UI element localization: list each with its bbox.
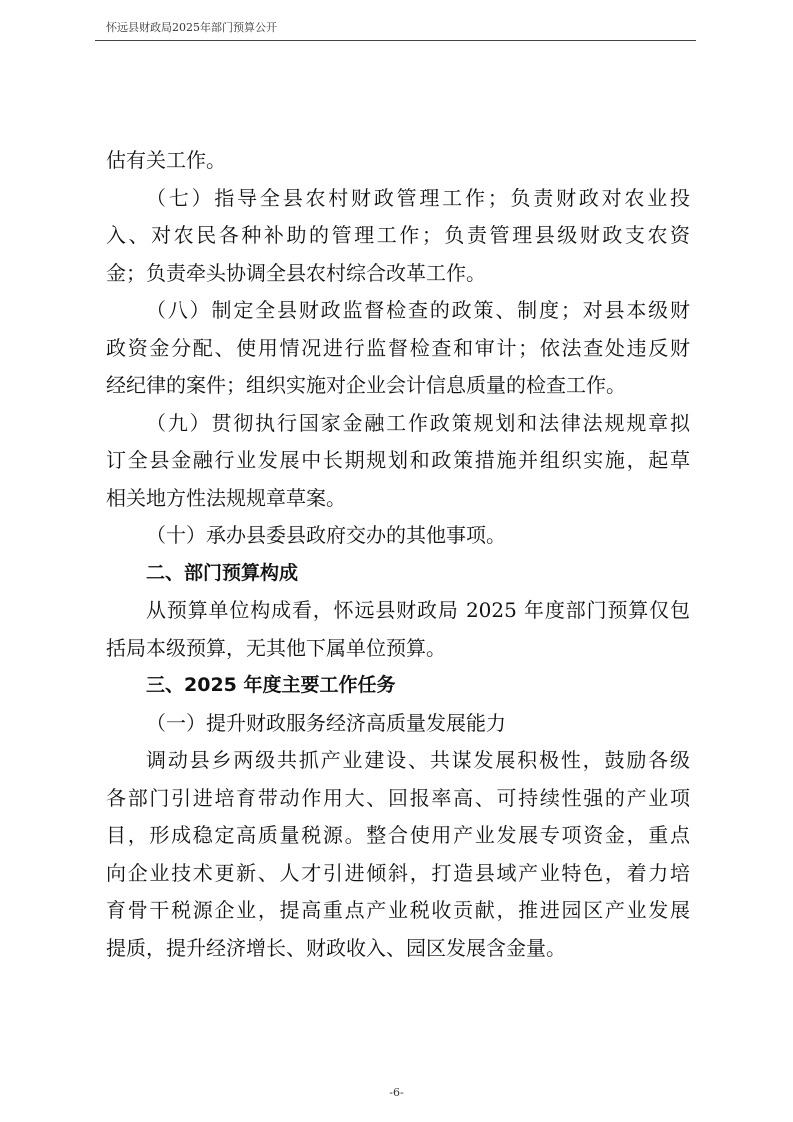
paragraph-line: 提质，提升经济增长、财政收入、园区发展含金量。 — [106, 935, 566, 960]
paragraph-line: 从预算单位构成看，怀远县财政局 2025 年度部门预算仅包 — [146, 598, 690, 622]
document-body — [106, 142, 690, 967]
paragraph-line: 向企业技术更新、人才引进倾斜，打造县域产业特色，着力培 — [106, 860, 690, 885]
paragraph-line: 调动县乡两级共抓产业建设、共谋发展积极性，鼓励各级 — [146, 748, 690, 772]
paragraph-line: 政资金分配、使用情况进行监督检查和审计；依法查处违反财 — [106, 335, 690, 360]
paragraph-line: 经纪律的案件；组织实施对企业会计信息质量的检查工作。 — [106, 373, 626, 397]
header-title: 怀远县财政局2025年部门预算公开 — [106, 21, 277, 34]
paragraph-line: 各部门引进培育带动作用大、回报率高、可持续性强的产业项 — [106, 785, 690, 810]
paragraph-line: 括局本级预算，无其他下属单位预算。 — [106, 635, 446, 660]
paragraph-line: 订全县金融行业发展中长期规划和政策措施并组织实施，起草 — [106, 448, 690, 472]
paragraph-line: （十）承办县委县政府交办的其他事项。 — [146, 523, 506, 547]
paragraph-line: 目，形成稳定高质量税源。整合使用产业发展专项资金，重点 — [106, 823, 690, 847]
paragraph-line: 育骨干税源企业，提高重点产业税收贡献，推进园区产业发展 — [106, 898, 690, 922]
paragraph-line: 相关地方性法规规章草案。 — [106, 485, 346, 510]
section-heading: 二、部门预算构成 — [146, 561, 299, 584]
paragraph-line: （八）制定全县财政监督检查的政策、制度；对县本级财 — [146, 298, 690, 322]
page-number: -6- — [389, 1086, 404, 1099]
section-heading: 三、2025 年度主要工作任务 — [146, 674, 396, 696]
subsection-heading: （一）提升财政服务经济高质量发展能力 — [146, 710, 506, 735]
paragraph-line: 估有关工作。 — [106, 148, 226, 172]
paragraph-line: （九）贯彻执行国家金融工作政策规划和法律法规规章拟 — [146, 410, 690, 435]
header-divider — [95, 40, 696, 41]
paragraph-line: 入、对农民各种补助的管理工作；负责管理县级财政支农资 — [106, 223, 690, 247]
paragraph-line: （七）指导全县农村财政管理工作；负责财政对农业投 — [146, 185, 690, 210]
paragraph-line: 金；负责牵头协调全县农村综合改革工作。 — [106, 260, 486, 285]
